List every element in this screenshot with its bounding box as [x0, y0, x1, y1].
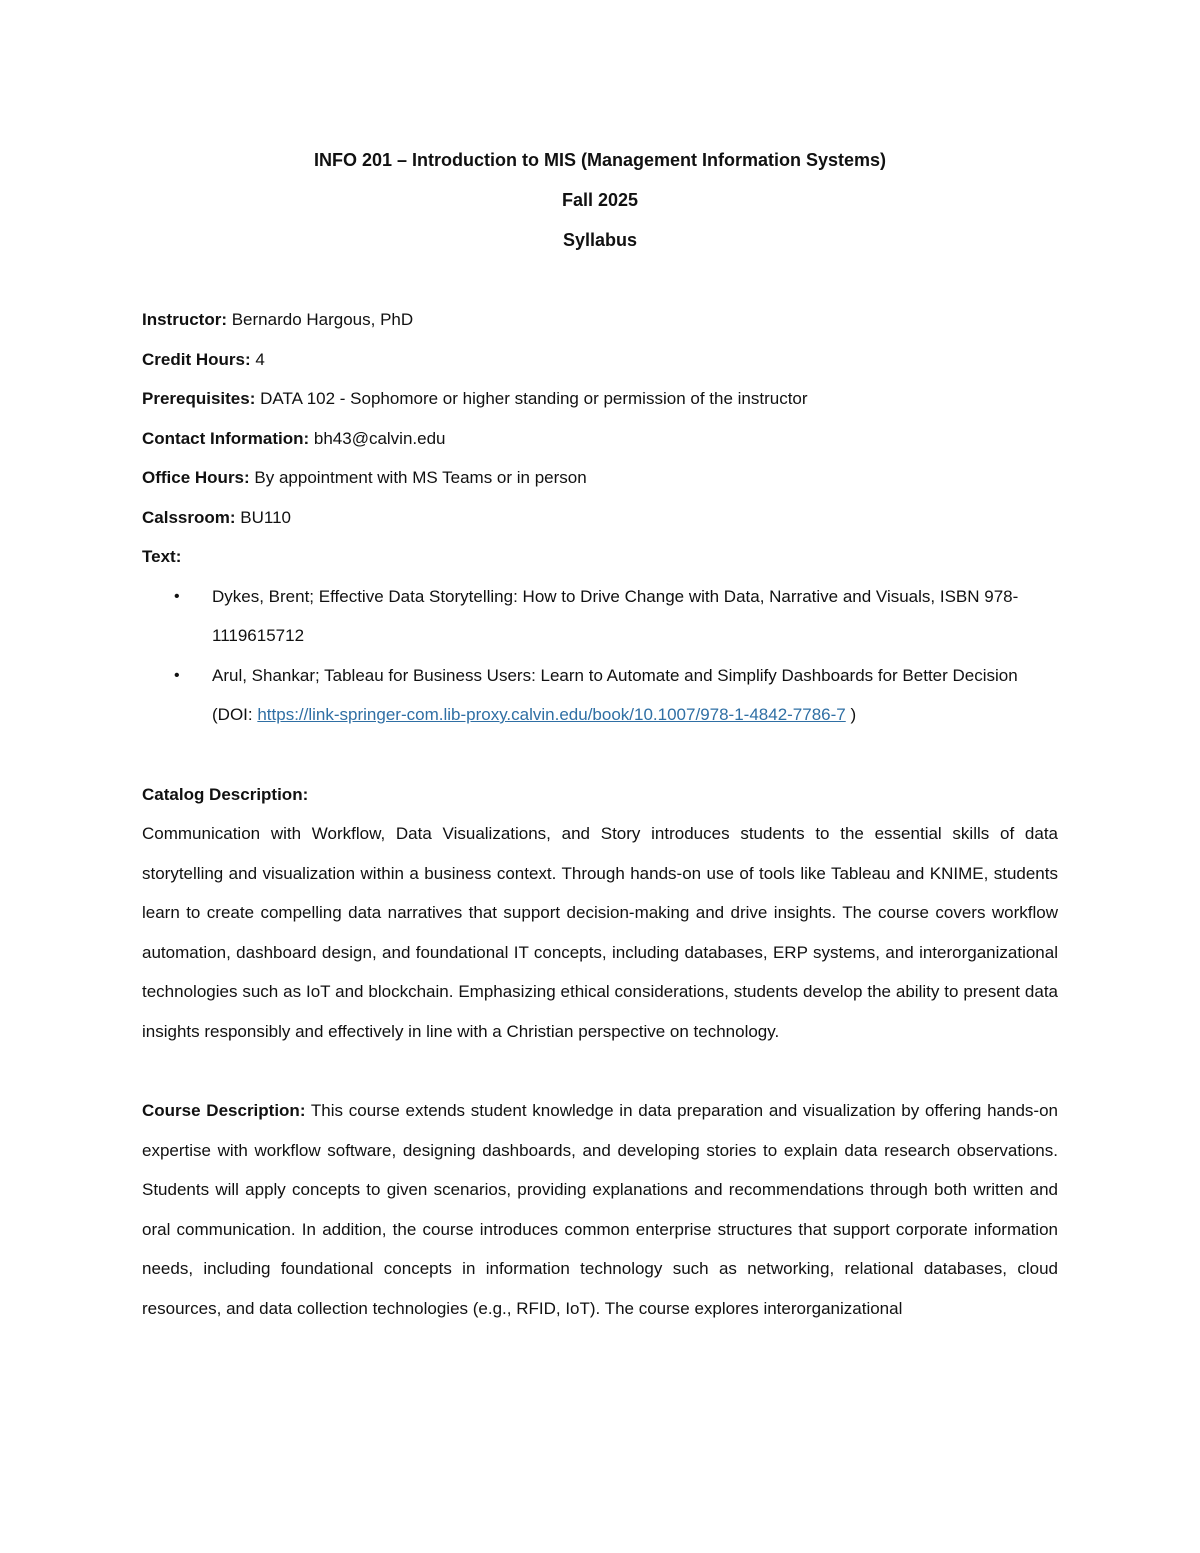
- classroom-label: Calssroom:: [142, 507, 236, 527]
- syllabus-content: [142, 140, 1058, 1328]
- prerequisites-label: Prerequisites:: [142, 389, 256, 408]
- textbook-text: Arul, Shankar; Tableau for Business Users: Learn to Automate and Simplify Dashboards for Better Decision (DOI:: [212, 665, 1018, 724]
- document-type: Syllabus: [562, 230, 638, 250]
- textbook-text-end: ): [845, 705, 857, 724]
- office-hours-field: [142, 458, 1058, 498]
- course-description-paragraph: [142, 1091, 1058, 1328]
- prerequisites-field: [142, 379, 1058, 419]
- spacer: [142, 1051, 1058, 1091]
- bullet-icon: •: [174, 666, 180, 684]
- textbook-item: [142, 577, 1058, 656]
- instructor-value: Bernardo Hargous, PhD: [227, 310, 414, 329]
- spacer: [142, 260, 1058, 300]
- doi-link[interactable]: https://link-springer-com.lib-proxy.calvin.edu/book/10.1007/978-1-4842-7786-7: [257, 705, 846, 724]
- office-hours-value: By appointment with MS Teams or in person: [249, 468, 587, 487]
- title-block: [142, 140, 1058, 260]
- course-body: This course extends student knowledge in data preparation and visualization by offering hands-on expertise with workflow software, designing dashboards, and developing stories to explain data research observations. Students will apply concepts to given scenarios, providing explanations and recommendations through both written and oral communication. In addition, the course introduces common enterprise structures that support corporate information needs, including foundational concepts in information technology such as networking, relational databases, cloud resources, and data collection technologies (e.g., RFID, IoT). The course explores interorganizational: [142, 1101, 1058, 1318]
- contact-value: bh43@calvin.edu: [309, 428, 446, 448]
- textbook-text: Dykes, Brent; Effective Data Storytelling: How to Drive Change with Data, Narrative and Visuals, ISBN 978-1119615712: [212, 586, 1019, 645]
- textbook-item: [142, 656, 1058, 735]
- contact-label: Contact Information:: [142, 428, 310, 448]
- instructor-label: Instructor:: [142, 310, 227, 329]
- credit-hours-value: 4: [250, 349, 265, 369]
- credit-hours-field: [142, 340, 1058, 380]
- catalog-heading: Catalog Description:: [142, 784, 309, 804]
- classroom-field: [142, 498, 1058, 538]
- classroom-value: BU110: [235, 507, 291, 527]
- spacer: [142, 735, 1058, 775]
- instructor-field: [142, 300, 1058, 340]
- office-hours-label: Office Hours:: [142, 468, 250, 487]
- course-title: INFO 201 – Introduction to MIS (Management Information Systems): [313, 150, 887, 170]
- textbook-list: [142, 577, 1058, 735]
- contact-field: [142, 419, 1058, 459]
- credit-hours-label: Credit Hours:: [142, 349, 251, 369]
- text-label: Text:: [142, 547, 182, 566]
- catalog-body: Communication with Workflow, Data Visualizations, and Story introduces students to the essential skills of data storytelling and visualization within a business context. Through hands-on use of tools like Tableau and KNIME, students learn to create compelling data narratives that support decision-making and drive insights. The course covers workflow automation, dashboard design, and foundational IT concepts, including databases, ERP systems, and interorganizational technologies such as IoT and blockchain. Emphasizing ethical considerations, students develop the ability to present data insights responsibly and effectively in line with a Christian perspective on technology.: [142, 824, 1058, 1041]
- term: Fall 2025: [561, 190, 639, 210]
- course-heading: Course Description:: [142, 1101, 306, 1120]
- prerequisites-value: DATA 102 - Sophomore or higher standing or permission of the instructor: [255, 389, 808, 408]
- bullet-icon: •: [174, 587, 180, 605]
